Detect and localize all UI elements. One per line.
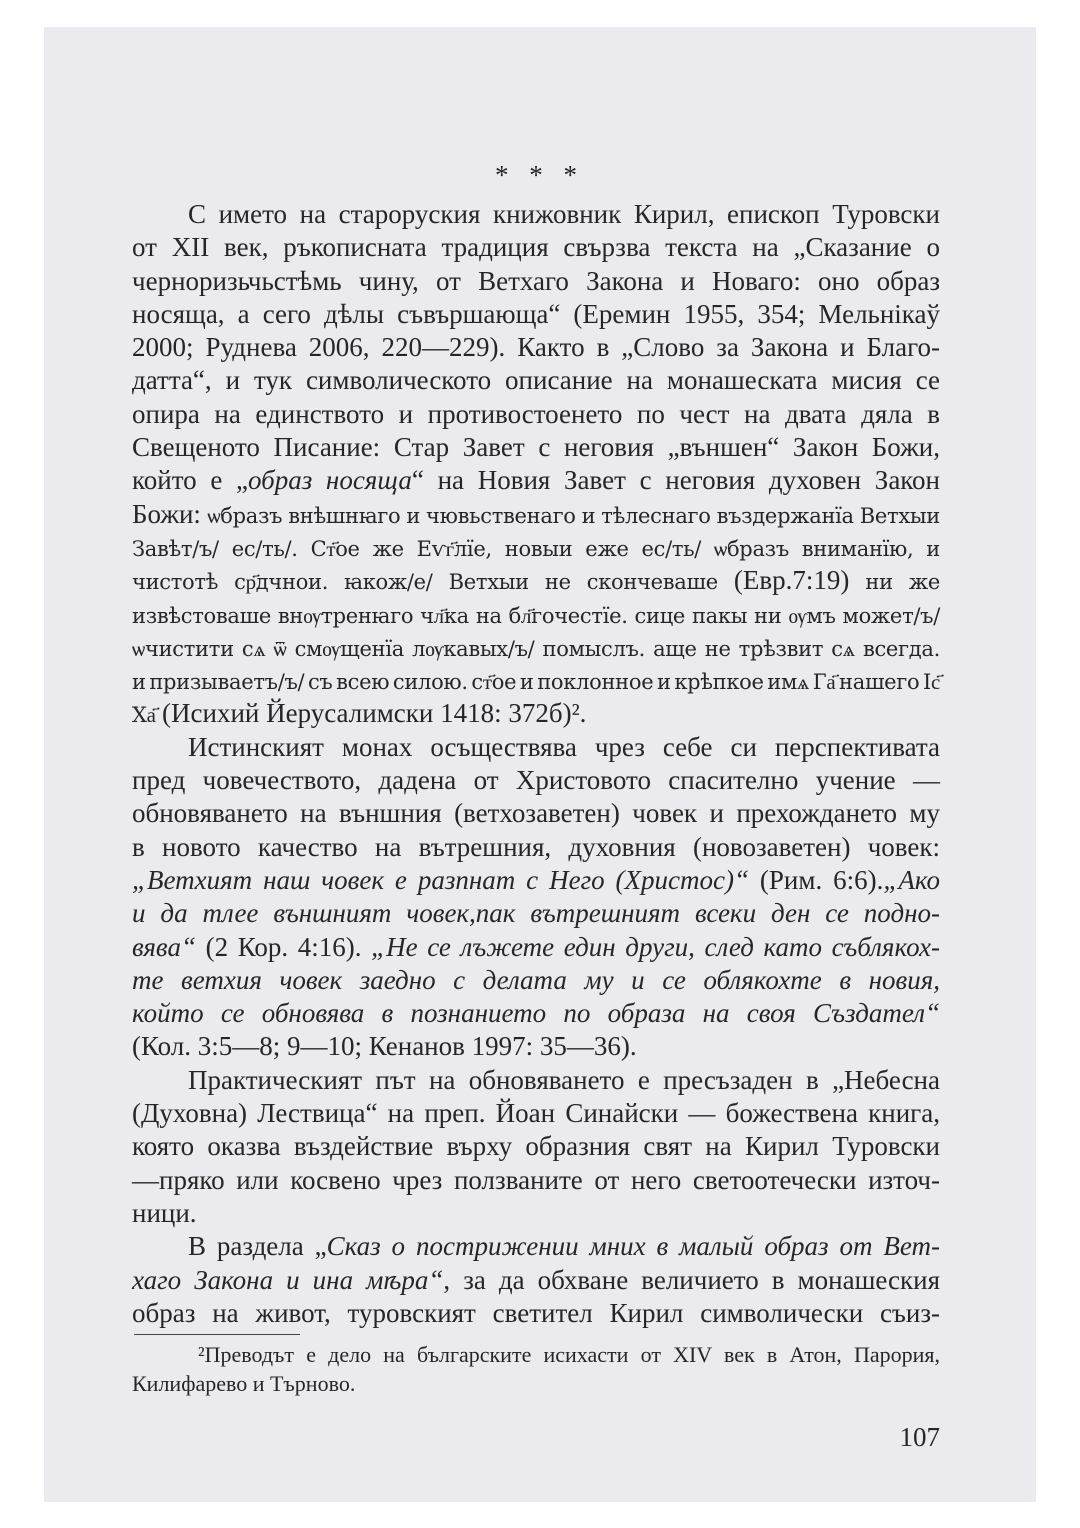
line-text xyxy=(132,664,940,699)
italic-text: Сказ о пострижении мних в малый образ от Вет- xyxy=(326,1231,940,1262)
italic-text: „Не се лъжете един други, след като съблякох- xyxy=(371,931,940,962)
church-slavonic-text: ѡчистити сѧ ѿ смѹщенїа лѹкавых/ъ/ помыслъ. аще не трѣзвит сѧ всегда. xyxy=(132,636,940,661)
line-text xyxy=(132,631,940,666)
line-text xyxy=(188,731,940,764)
church-slavonic-text: извѣстоваше внѹтренꙗго чл҃ка на бл҃гочестїе. сице пакы ни ѹмъ может/ъ/ xyxy=(132,603,940,628)
italic-text: „Ако xyxy=(883,864,940,895)
line-text xyxy=(132,931,940,964)
line-text xyxy=(132,697,586,732)
paragraph-line xyxy=(132,1064,940,1097)
paragraph-line xyxy=(132,1164,940,1197)
paragraph-line xyxy=(132,1297,940,1330)
text-segment: Истинският монах осъществява чрез себе си перспективата xyxy=(188,731,940,762)
paragraph-line xyxy=(132,1264,940,1297)
text-segment: (Исихий Йерусалимски 1418: 372б)². xyxy=(162,698,587,729)
footnote-line xyxy=(132,1340,940,1369)
paragraph-line xyxy=(132,231,940,264)
line-text xyxy=(132,797,940,830)
church-slavonic-text: и призываетъ/ъ/ съ всею силою. ст҃ое и поклонное и крѣпкое имѧ Га҃ нашего Іс҃ xyxy=(132,670,940,695)
body-text xyxy=(132,198,940,1330)
paragraph-line xyxy=(132,431,940,464)
italic-text: „Ветхият наш човек е разпнат с Него (Христос)“ xyxy=(132,864,749,895)
text-segment: образ на живот, туровският светител Кирил символически съиз- xyxy=(132,1297,940,1328)
text-segment: която оказва въздействие върху образния свят на Кирил Туровски xyxy=(132,1131,940,1162)
text-segment: (Духовна) Лествица“ на преп. Йоан Синайски — божествена книга, xyxy=(132,1098,940,1129)
text-segment: —пряко или косвено чрез ползваните от него светоотечески източ- xyxy=(132,1164,940,1195)
text-segment: в новото качество на вътрешния, духовния (новозаветен) човек: xyxy=(132,831,940,862)
text-segment: С името на староруския книжовник Кирил, епископ Туровски xyxy=(188,199,940,229)
line-text xyxy=(132,1197,197,1230)
text-segment: носяща, а сего дѣлы съвършающа“ (Еремин 1955, 354; Мельнікаў xyxy=(132,298,940,329)
line-text xyxy=(188,1230,940,1263)
line-text xyxy=(132,1130,940,1163)
paragraph-line xyxy=(132,664,940,697)
text-segment: от XII век, ръкописната традиция свързва текста на „Сказание о xyxy=(132,232,940,263)
line-text xyxy=(132,1369,355,1398)
italic-text: те ветхия човек заедно с делата му и се облякохте в новия, xyxy=(132,964,940,995)
paragraph-line xyxy=(132,797,940,830)
text-segment: Свещеното Писание: Стар Завет с неговия „външен“ Закон Божи, xyxy=(132,432,940,463)
text-segment: ²Преводът е дело на българските исихасти от XIV век в Атон, Парория, xyxy=(198,1342,940,1367)
text-segment: (2 Кор. 4:16). xyxy=(195,931,372,962)
line-text xyxy=(198,1340,940,1369)
line-text xyxy=(132,531,940,566)
line-text xyxy=(132,1097,940,1130)
paragraph-line xyxy=(132,697,940,730)
paragraph-line xyxy=(132,997,940,1030)
text-segment: обновяването на външния (ветхозаветен) човек и прехождането му xyxy=(132,798,940,829)
text-segment: (Кол. 3:5—8; 9—10; Кенанов 1997: 35—36). xyxy=(132,1031,637,1062)
text-segment: ници. xyxy=(132,1197,197,1228)
text-segment: (Рим. 6:6). xyxy=(748,864,884,895)
line-text xyxy=(132,964,940,997)
church-slavonic-text: Завѣт/ъ/ ес/ть/. Ст҃ое же Еѵг҃лїе, новыи еже ес/ть/ ѡбразъ вниманїю, и xyxy=(132,536,940,561)
paragraph-line xyxy=(132,864,940,897)
church-slavonic-text: Ха҃ xyxy=(132,703,163,728)
paragraph-line xyxy=(132,897,940,930)
line-text xyxy=(132,1164,940,1197)
footnote-rule xyxy=(134,1334,300,1335)
paragraph-line xyxy=(132,531,940,564)
text-segment: който е „ xyxy=(132,465,248,496)
line-text xyxy=(132,598,940,633)
paragraph-line xyxy=(132,731,940,764)
line-text xyxy=(132,1264,940,1297)
paragraph-line xyxy=(132,364,940,397)
church-slavonic-text: ѡбразъ внѣшнꙗго и чювьственаго и тѣлеснаго въздержанїа Ветхыи xyxy=(207,503,940,528)
text-segment: Килифарево и Търново. xyxy=(132,1371,356,1396)
paragraph-line xyxy=(132,598,940,631)
line-text xyxy=(132,398,940,431)
text-segment: “ на Новия Завет с неговия духовен Закон xyxy=(411,465,941,496)
line-text xyxy=(132,1030,637,1063)
paragraph-line xyxy=(132,1097,940,1130)
line-text xyxy=(132,431,940,464)
section-separator: * * * xyxy=(495,160,577,190)
paragraph-line xyxy=(132,398,940,431)
text-segment: Практическият път на обновяването е пресъзаден в „Небесна xyxy=(188,1064,940,1095)
text-segment: , за да обхване величието в монашеския xyxy=(443,1264,940,1295)
paragraph-line xyxy=(132,831,940,864)
paragraph-line xyxy=(132,331,940,364)
italic-text: хаго Закона и ина мѣра“ xyxy=(132,1264,444,1295)
line-text xyxy=(132,331,940,364)
line-text xyxy=(132,231,940,264)
line-text xyxy=(132,831,940,864)
text-segment: датта“, и тук символическото описание на монашеската мисия се xyxy=(132,365,940,396)
text-segment: пред човечеството, дадена от Христовото спасително учение — xyxy=(132,765,940,796)
paragraph-line xyxy=(132,265,940,298)
paragraph-line xyxy=(132,1230,940,1263)
paragraph-line xyxy=(132,931,940,964)
paragraph-line xyxy=(132,298,940,331)
italic-text: образ носяща xyxy=(247,465,412,496)
church-slavonic-text: ни же xyxy=(849,570,940,595)
text-segment: опира на единството и противостоенето по чест на двата дяла в xyxy=(132,398,940,429)
footnote xyxy=(132,1340,940,1398)
line-text xyxy=(132,864,940,897)
line-text xyxy=(132,265,940,298)
line-text xyxy=(188,1064,940,1097)
line-text xyxy=(132,897,940,930)
text-segment: (Евр.7:19) xyxy=(733,565,850,596)
text-segment: Божи: xyxy=(132,498,208,529)
line-text xyxy=(132,997,940,1030)
paragraph-line xyxy=(132,1130,940,1163)
text-segment: черноризьчьстѣмь чину, от Ветхаго Закона и Новаго: оно образ xyxy=(132,265,940,296)
page-number: 107 xyxy=(899,1422,940,1452)
line-text xyxy=(132,298,940,331)
paragraph-line xyxy=(132,464,940,497)
line-text xyxy=(188,198,940,231)
church-slavonic-text: чистотѣ ср҃дчнои. ꙗкож/е/ Ветхыи не скончеваше xyxy=(132,570,734,595)
line-text xyxy=(132,364,940,397)
paragraph-line xyxy=(132,1030,940,1063)
paragraph-line xyxy=(132,198,940,231)
italic-text: който се обновява в познанието по образа на своя Създател“ xyxy=(132,998,940,1029)
paragraph-line xyxy=(132,498,940,531)
line-text xyxy=(132,498,940,533)
line-text xyxy=(132,464,940,497)
paragraph-line xyxy=(132,964,940,997)
line-text xyxy=(132,1297,940,1330)
italic-text: вява“ xyxy=(132,931,196,962)
line-text xyxy=(132,764,940,797)
paragraph-line xyxy=(132,1197,940,1230)
text-segment: В раздела „ xyxy=(188,1231,327,1262)
italic-text: и да тлее външният човек,пак вътрешният всеки ден се подно- xyxy=(132,898,940,929)
text-segment: 2000; Руднева 2006, 220—229). Както в „Слово за Закона и Благо- xyxy=(132,332,940,363)
paragraph-line xyxy=(132,764,940,797)
line-text xyxy=(132,564,940,599)
paragraph-line xyxy=(132,631,940,664)
footnote-line xyxy=(132,1369,940,1398)
paragraph-line xyxy=(132,564,940,597)
